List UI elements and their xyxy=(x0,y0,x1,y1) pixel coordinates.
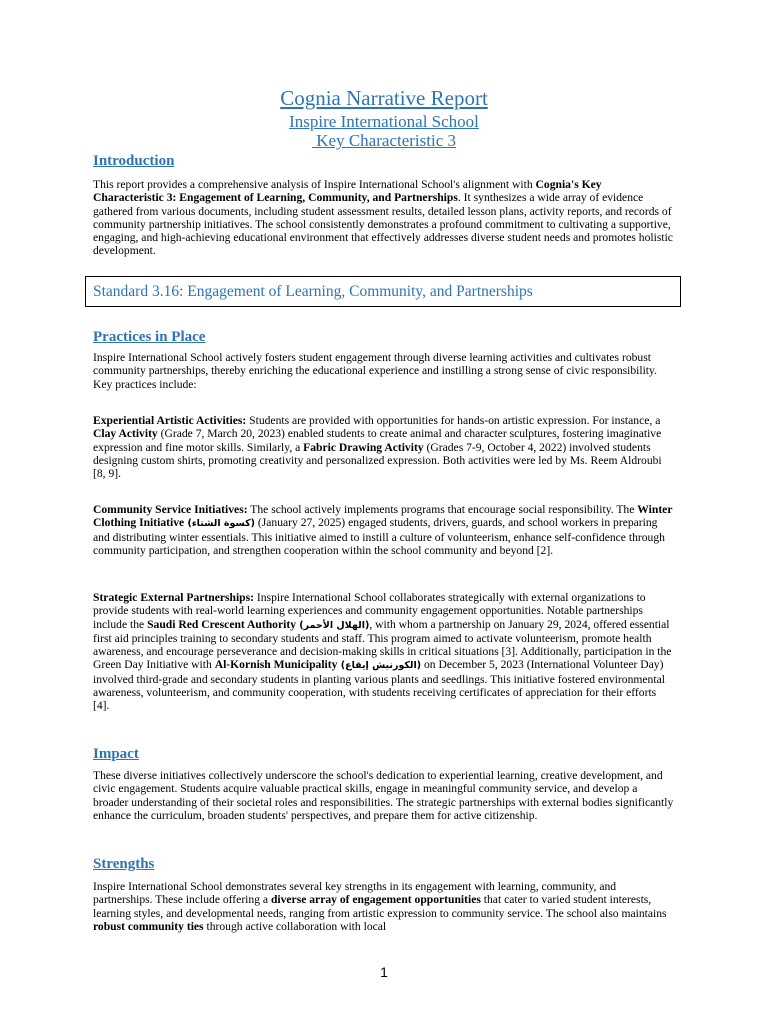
page-number: 1 xyxy=(380,964,388,980)
impact-heading: Impact xyxy=(93,746,139,762)
key-characteristic-title: Key Characteristic 3 xyxy=(312,131,456,150)
practices-intro-paragraph: Inspire International School actively fosters student engagement through diverse learning activities and cultivates robust community partnerships, thereby enriching the educational experience and instilling a strong sense of civic responsibility. Key practices include: xyxy=(93,351,657,391)
external-partnerships-paragraph: Strategic External Partnerships: Inspire International School collaborates strategically with external organizations to provide students with real-world learning experiences and community engagement opportunities. Notable partnerships include the Saudi Red Crescent Authority (الهلال الأحمر), with whom a partnership on January 29, 2024, offered essential first aid principles training to secondary students and staff. This program aimed to activate volunteerism, promote health awareness, and encourage perseverance and decision-making skills in critical situations [3]. Additionally, participation in the Green Day Initiative with Al-Kornish Municipality (الكورنيش إيقاع) on December 5, 2023 (International Volunteer Day) involved third-grade and secondary students in planting various plants and seedlings. This initiative fostered environmental awareness, volunteerism, and community cooperation, with students receiving certificates of appreciation for their efforts [4]. xyxy=(93,591,672,713)
standard-heading-box xyxy=(85,276,681,307)
standard-title: Standard 3.16: Engagement of Learning, Community, and Partnerships xyxy=(93,283,533,300)
strengths-heading: Strengths xyxy=(93,856,155,872)
report-title: Cognia Narrative Report xyxy=(280,86,488,110)
artistic-activities-paragraph: Experiential Artistic Activities: Students are provided with opportunities for hands-on artistic expression. For instance, a Clay Activity (Grade 7, March 20, 2023) enabled students to create animal and character sculptures, fostering imaginative expression and fine motor skills. Similarly, a Fabric Drawing Activity (Grades 7-9, October 4, 2022) involved students designing custom shirts, promoting creativity and personalized expression. Both activities were led by Ms. Reem Aldroubi [8, 9]. xyxy=(93,414,662,481)
introduction-paragraph: This report provides a comprehensive analysis of Inspire International School's alignment with Cognia's Key Characteristic 3: Engagement of Learning, Community, and Partnerships. It synthesizes a wide array of evidence gathered from various documents, including student assessment results, detailed lesson plans, activity reports, and records of community partnership initiatives. The school consistently demonstrates a profound commitment to cultivating a supportive, engaging, and high-achieving educational environment that effectively addresses diverse student needs and promotes holistic development. xyxy=(93,178,673,258)
strengths-paragraph: Inspire International School demonstrates several key strengths in its engagement with learning, community, and partnerships. These include offering a diverse array of engagement opportunities that cater to varied student interests, learning styles, and developmental needs, ranging from artistic expression to community service. The school also maintains robust community ties through active collaboration with local xyxy=(93,880,667,933)
practices-heading: Practices in Place xyxy=(93,329,206,345)
introduction-heading: Introduction xyxy=(93,153,175,169)
impact-paragraph: These diverse initiatives collectively underscore the school's dedication to experiential learning, creative development, and civic engagement. Students acquire valuable practical skills, engage in meaningful community service, and develop a broader understanding of their societal roles and responsibilities. The strategic partnerships with external bodies significantly enhance the curriculum, broaden students' perspectives, and prepare them for active citizenship. xyxy=(93,769,674,822)
school-name: Inspire International School xyxy=(289,112,479,131)
community-service-paragraph: Community Service Initiatives: The school actively implements programs that encourage social responsibility. The Winter Clothing Initiative (كسوة الشتاء) (January 27, 2025) engaged students, drivers, guards, and school workers in preparing and distributing winter essentials. This initiative aimed to instill a culture of volunteerism, enhance self-confidence through community participation, and strengthen cooperation within the school community and beyond [2]. xyxy=(93,503,673,557)
